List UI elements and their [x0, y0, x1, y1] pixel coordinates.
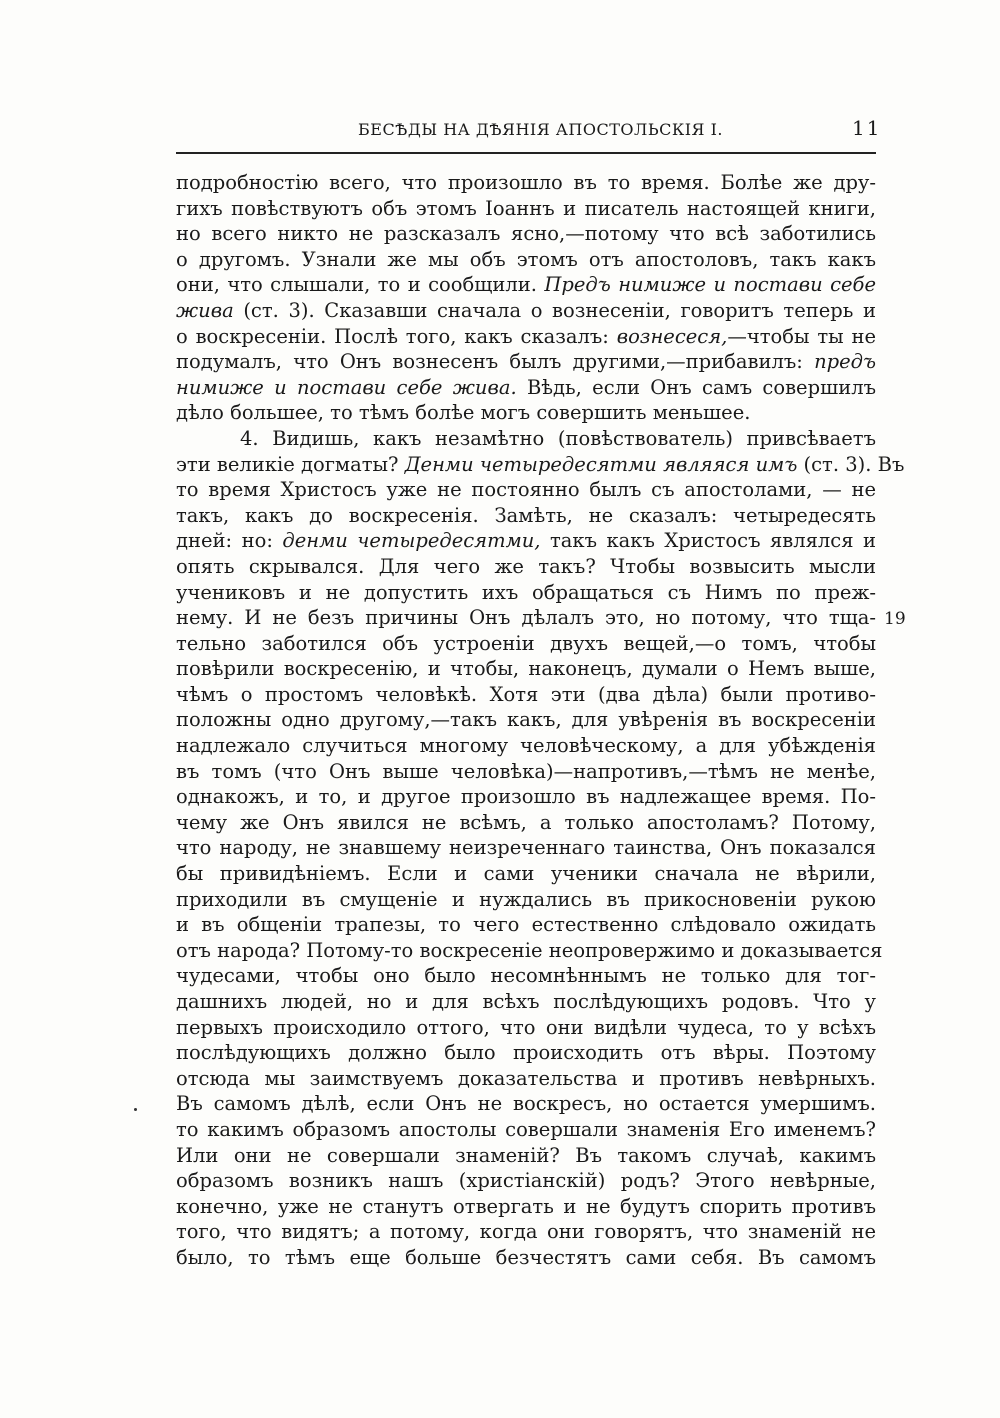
text-segment: было, то тѣмъ еще больше безчестятъ сами себя. Въ самомъ [176, 1245, 876, 1269]
page-number: 11 [852, 116, 882, 140]
text-segment: дашнихъ людей, но и для всѣхъ послѣдующихъ родовъ. Что у [176, 990, 876, 1013]
text-line [176, 247, 876, 273]
italic-quote: Предъ нимиже и постави себе [544, 273, 876, 297]
text-segment: конечно, уже не станутъ отвергать и не будутъ спорить противъ [176, 1194, 876, 1218]
text-segment: того, что видятъ; а потому, когда они говорятъ, что знаменій не [176, 1220, 876, 1244]
text-segment: однакожъ, и то, и другое произошло въ надлежащее время. По- [176, 785, 876, 809]
text-segment: дней: но: [176, 529, 283, 553]
text-line [176, 1219, 876, 1245]
text-line [176, 1143, 876, 1169]
italic-quote: нимиже и постави себе жива. [176, 375, 517, 399]
text-segment: подумалъ, что Онъ вознесенъ былъ другими,—прибавилъ: [176, 350, 815, 374]
text-segment: въ томъ (что Онъ выше человѣка)—напротивъ,—тѣмъ не менѣе, [176, 759, 876, 783]
text-segment: (ст. 3). Въ [797, 452, 905, 476]
text-line [176, 1245, 876, 1271]
italic-quote: денми четыредесятми, [282, 529, 541, 553]
text-segment: Вѣдь, если Онъ самъ совершилъ [516, 375, 876, 399]
text-segment: повѣрили воскресенію, и чтобы, наконецъ, думали о Немъ выше, [176, 657, 876, 681]
text-line [176, 1015, 876, 1041]
text-line [176, 426, 876, 452]
text-segment: подробностію всего, что произошло въ то время. Болѣе же дру- [176, 171, 876, 194]
text-segment: приходили въ смущеніе и нуждались въ прикосновеніи рукою [176, 887, 876, 911]
text-segment: что народу, не знавшему неизреченнаго таинства, Онъ показался [176, 836, 876, 860]
text-segment: учениковъ и не допустить ихъ обращаться съ Нимъ по преж- [176, 580, 876, 604]
text-line [176, 221, 876, 247]
text-segment: Или они не совершали знаменій? Въ такомъ случаѣ, какимъ [176, 1143, 876, 1167]
text-line [176, 810, 876, 836]
text-segment: нему. И не безъ причины Онъ дѣлалъ это, но потому, что тща- [176, 606, 876, 630]
header-rule [176, 152, 876, 154]
text-line [176, 938, 883, 964]
text-segment: чему же Онъ явился не всѣмъ, а только апостоламъ? Потому, [176, 810, 876, 834]
text-segment: то время Христосъ уже не постоянно былъ съ апостолами, — не [176, 478, 876, 502]
italic-quote: вознесеся, [616, 324, 728, 348]
print-speck [134, 1108, 137, 1111]
text-line [176, 375, 876, 401]
text-line [176, 707, 876, 733]
italic-quote: предъ [814, 350, 876, 374]
text-segment: чѣмъ о простомъ человѣкѣ. Хотя эти (два дѣла) были противо- [176, 682, 876, 706]
text-line [176, 452, 905, 478]
text-segment: и въ общеніи трапезы, то чего естественно слѣдовало ожидать [176, 913, 876, 937]
text-segment: но всего никто не разсказалъ ясно,—потому что всѣ заботились [176, 222, 876, 246]
text-segment: послѣдующихъ должно было происходить отъ вѣры. Поэтому [176, 1041, 876, 1065]
text-segment: то какимъ образомъ апостолы совершали знаменія Его именемъ? [176, 1117, 876, 1141]
text-line [176, 631, 876, 657]
text-line [176, 580, 876, 606]
text-line [176, 861, 876, 887]
text-line [176, 963, 876, 989]
text-line [176, 1040, 876, 1066]
running-head-title: БЕСѢДЫ НА ДѢЯНІЯ АПОСТОЛЬСКІЯ I. [358, 120, 723, 139]
italic-quote: жива [176, 298, 234, 322]
text-line [176, 477, 876, 503]
text-line [176, 1168, 876, 1194]
text-segment: о другомъ. Узнали же мы объ этомъ отъ апостоловъ, такъ какъ [176, 247, 876, 271]
text-line [176, 759, 876, 785]
text-segment: гихъ повѣствуютъ объ этомъ Іоаннъ и писатель настоящей книги, [176, 196, 876, 220]
text-line [176, 272, 876, 298]
text-segment: бы привидѣніемъ. Если и сами ученики сначала не вѣрили, [176, 862, 876, 886]
text-line [176, 1091, 876, 1117]
text-segment: положны одно другому,—такъ какъ, для увѣренія въ воскресеніи [176, 708, 876, 732]
margin-page-reference: 19 [884, 609, 906, 629]
text-segment: первыхъ происходило оттого, что они видѣли чудеса, то у всѣхъ [176, 1015, 876, 1039]
text-segment: —чтобы ты не [727, 324, 877, 348]
text-segment: Въ самомъ дѣлѣ, если Онъ не воскресъ, но остается умершимъ. [176, 1092, 876, 1116]
text-segment: о воскресеніи. Послѣ того, какъ сказалъ: [176, 324, 617, 348]
text-line [176, 912, 876, 938]
text-segment: такъ, какъ до воскресенія. Замѣть, не сказалъ: четыредесять [176, 503, 876, 527]
text-line [176, 170, 876, 196]
text-line [176, 784, 876, 810]
text-line [176, 1117, 876, 1143]
text-segment: 4. Видишь, какъ незамѣтно (повѣствователь) привсѣваетъ [240, 426, 876, 450]
text-segment: опять скрывался. Для чего же такъ? Чтобы возвысить мысли [176, 554, 876, 578]
text-segment: тельно заботился объ устроеніи двухъ вещей,—о томъ, чтобы [176, 631, 876, 655]
text-line [176, 733, 876, 759]
text-line [176, 298, 876, 324]
text-line [176, 196, 876, 222]
text-line [176, 554, 876, 580]
text-segment: (ст. 3). Сказавши сначала о вознесеніи, говоритъ теперь и [233, 298, 876, 322]
text-line [176, 989, 876, 1015]
text-line [176, 349, 876, 375]
text-segment: чудесами, чтобы оно было несомнѣннымъ не только для тог- [176, 964, 876, 988]
text-line [176, 400, 876, 426]
text-segment: эти великіе догматы? [176, 452, 405, 476]
text-segment: они, что слышали, то и сообщили. [176, 273, 545, 297]
text-line [176, 835, 876, 861]
text-line [176, 324, 876, 350]
text-line [176, 682, 876, 708]
text-segment: отъ народа? Потому-то воскресеніе неопровержимо и доказывается [176, 938, 883, 962]
text-segment: образомъ возникъ нашъ (христіанскій) родъ? Этого невѣрные, [176, 1169, 876, 1193]
text-line [176, 605, 876, 631]
text-segment: надлежало случиться многому человѣческому, а для убѣжденія [176, 734, 876, 758]
text-line [176, 503, 876, 529]
text-segment: отсюда мы заимствуемъ доказательства и противъ невѣрныхъ. [176, 1066, 876, 1090]
text-line [176, 887, 876, 913]
text-segment: дѣло большее, то тѣмъ болѣе могъ совершить меньшее. [176, 401, 751, 425]
text-line [176, 528, 876, 554]
italic-quote: Денми четыредесятми являяся имъ [404, 452, 798, 476]
text-line [176, 656, 876, 682]
text-line [176, 1066, 876, 1092]
text-line [176, 1194, 876, 1220]
text-segment: такъ какъ Христосъ являлся и [540, 529, 876, 553]
